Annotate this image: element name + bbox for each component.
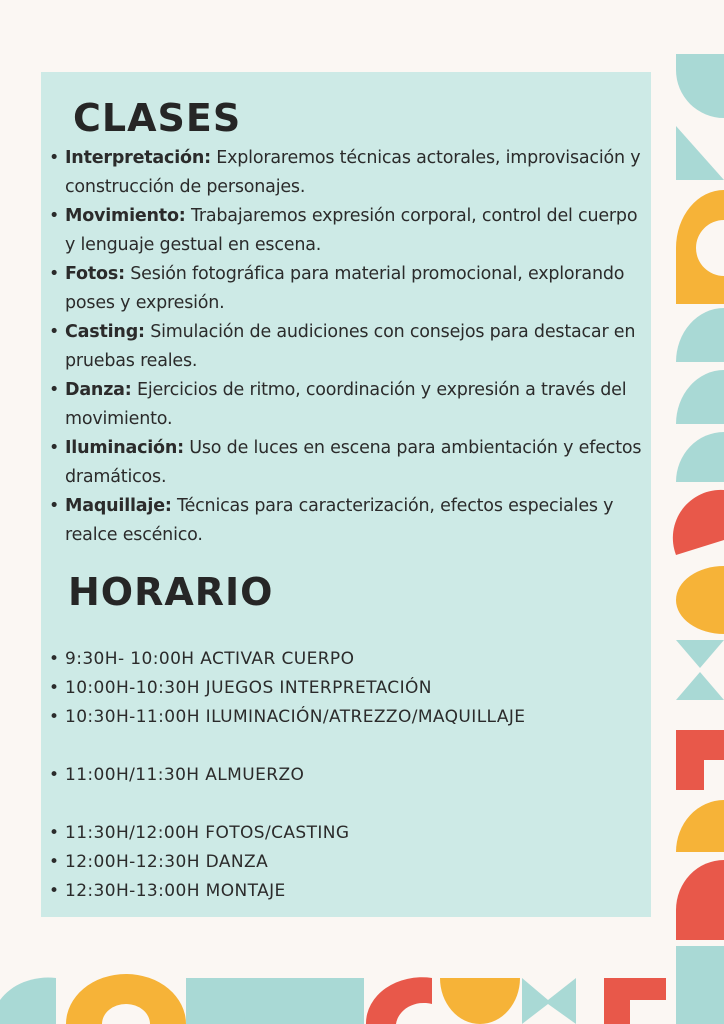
clases-list <box>49 144 644 550</box>
horario-list <box>49 645 649 906</box>
schedule-item: • 10:30H-11:00H ILUMINACIÓN/ATREZZO/MAQUILLAJE <box>49 703 649 732</box>
clase-term: Interpretación: <box>65 148 211 168</box>
schedule-item: • 12:00H-12:30H DANZA <box>49 848 649 877</box>
clase-description: Simulación de audiciones con consejos para destacar en pruebas reales. <box>65 322 636 371</box>
horario-heading: HORARIO <box>68 570 274 614</box>
clase-term: Movimiento: <box>65 206 186 226</box>
clase-description: Sesión fotográfica para material promocional, explorando poses y expresión. <box>65 264 625 313</box>
clase-term: Iluminación: <box>65 438 184 458</box>
clase-term: Fotos: <box>65 264 125 284</box>
clase-description: Trabajaremos expresión corporal, control del cuerpo y lenguaje gestual en escena. <box>65 206 638 255</box>
clase-description: Técnicas para caracterización, efectos especiales y realce escénico. <box>65 496 614 545</box>
clase-term: Casting: <box>65 322 145 342</box>
schedule-item: • 11:00H/11:30H ALMUERZO <box>49 761 649 790</box>
schedule-item: • 10:00H-10:30H JUEGOS INTERPRETACIÓN <box>49 674 649 703</box>
list-item <box>49 260 644 318</box>
right-pattern <box>673 54 724 1024</box>
list-item <box>49 202 644 260</box>
list-item <box>49 144 644 202</box>
schedule-item: • 9:30H- 10:00H ACTIVAR CUERPO <box>49 645 649 674</box>
clase-description: Ejercicios de ritmo, coordinación y expresión a través del movimiento. <box>65 380 627 429</box>
clase-term: Maquillaje: <box>65 496 172 516</box>
clase-description: Exploraremos técnicas actorales, improvisación y construcción de personajes. <box>65 148 641 197</box>
schedule-item: • 11:30H/12:00H FOTOS/CASTING <box>49 819 649 848</box>
bottom-pattern <box>0 974 666 1024</box>
schedule-item: • 12:30H-13:00H MONTAJE <box>49 877 649 906</box>
content-card <box>41 72 651 917</box>
clases-heading: CLASES <box>73 96 242 140</box>
list-item <box>49 434 644 492</box>
list-item <box>49 492 644 550</box>
list-item <box>49 318 644 376</box>
clase-description: Uso de luces en escena para ambientación y efectos dramáticos. <box>65 438 642 487</box>
list-item <box>49 376 644 434</box>
clase-term: Danza: <box>65 380 132 400</box>
